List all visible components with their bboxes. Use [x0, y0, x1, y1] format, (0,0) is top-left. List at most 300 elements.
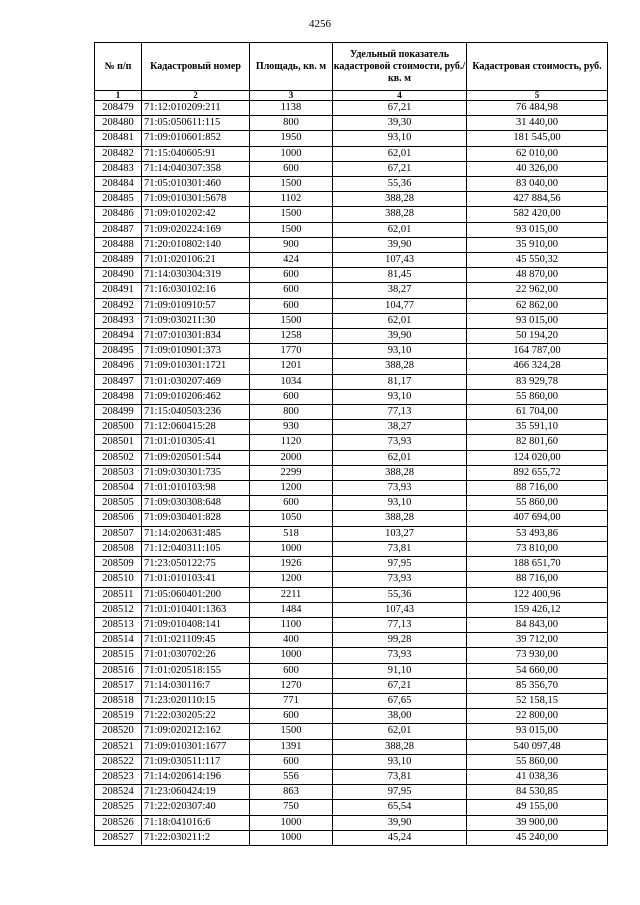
cadastral-value-cell: 22 962,00	[467, 283, 608, 298]
cadastral-number-cell: 71:09:010301:1677	[142, 739, 250, 754]
row-number-cell: 208491	[95, 283, 142, 298]
area-cell: 863	[250, 785, 333, 800]
row-number-cell: 208512	[95, 602, 142, 617]
cadastral-value-cell: 54 660,00	[467, 663, 608, 678]
table-row	[95, 481, 608, 496]
cadastral-number-cell: 71:16:030102:16	[142, 283, 250, 298]
cadastral-number-cell: 71:01:010103:41	[142, 572, 250, 587]
row-number-cell: 208503	[95, 465, 142, 480]
column-number: 5	[467, 91, 608, 101]
column-number: 3	[250, 91, 333, 101]
area-cell: 1258	[250, 329, 333, 344]
row-number-cell: 208527	[95, 830, 142, 845]
area-cell: 556	[250, 769, 333, 784]
cadastral-number-cell: 71:09:020212:162	[142, 724, 250, 739]
cadastral-value-cell: 52 158,15	[467, 693, 608, 708]
cadastral-value-cell: 892 655,72	[467, 465, 608, 480]
row-number-cell: 208480	[95, 116, 142, 131]
cadastral-value-cell: 159 426,12	[467, 602, 608, 617]
row-number-cell: 208486	[95, 207, 142, 222]
row-number-cell: 208511	[95, 587, 142, 602]
unit-rate-cell: 388,28	[333, 511, 467, 526]
cadastral-number-cell: 71:09:030401:828	[142, 511, 250, 526]
area-cell: 1100	[250, 617, 333, 632]
area-cell: 1391	[250, 739, 333, 754]
cadastral-value-cell: 93 015,00	[467, 313, 608, 328]
table-row	[95, 769, 608, 784]
cadastral-value-cell: 62 010,00	[467, 146, 608, 161]
table-row	[95, 663, 608, 678]
cadastral-value-cell: 49 155,00	[467, 800, 608, 815]
row-number-cell: 208501	[95, 435, 142, 450]
area-cell: 600	[250, 283, 333, 298]
cadastral-number-cell: 71:09:010301:5678	[142, 192, 250, 207]
area-cell: 400	[250, 633, 333, 648]
table-row	[95, 161, 608, 176]
cadastral-number-cell: 71:22:030205:22	[142, 709, 250, 724]
table-row	[95, 648, 608, 663]
cadastral-number-cell: 71:14:030116:7	[142, 678, 250, 693]
row-number-cell: 208516	[95, 663, 142, 678]
table-body	[95, 101, 608, 846]
unit-rate-cell: 73,93	[333, 648, 467, 663]
table-row	[95, 739, 608, 754]
unit-rate-cell: 97,95	[333, 785, 467, 800]
area-cell: 600	[250, 268, 333, 283]
cadastral-value-cell: 41 038,36	[467, 769, 608, 784]
unit-rate-cell: 73,93	[333, 435, 467, 450]
cadastral-value-table	[94, 42, 608, 846]
table-row	[95, 329, 608, 344]
row-number-cell: 208484	[95, 177, 142, 192]
area-cell: 771	[250, 693, 333, 708]
table-row	[95, 313, 608, 328]
cadastral-value-cell: 45 240,00	[467, 830, 608, 845]
table-row	[95, 237, 608, 252]
cadastral-number-cell: 71:05:060401:200	[142, 587, 250, 602]
unit-rate-cell: 73,81	[333, 541, 467, 556]
cadastral-value-cell: 35 591,10	[467, 420, 608, 435]
area-cell: 1926	[250, 557, 333, 572]
table-row	[95, 465, 608, 480]
cadastral-value-cell: 62 862,00	[467, 298, 608, 313]
cadastral-number-cell: 71:09:010202:42	[142, 207, 250, 222]
unit-rate-cell: 388,28	[333, 207, 467, 222]
cadastral-number-cell: 71:01:021109:45	[142, 633, 250, 648]
column-number: 4	[333, 91, 467, 101]
cadastral-number-cell: 71:01:030207:469	[142, 374, 250, 389]
cadastral-value-cell: 85 356,70	[467, 678, 608, 693]
table-row	[95, 830, 608, 845]
table-row	[95, 815, 608, 830]
cadastral-value-cell: 55 860,00	[467, 754, 608, 769]
area-cell: 600	[250, 663, 333, 678]
table-row	[95, 131, 608, 146]
table-row	[95, 724, 608, 739]
table-row	[95, 177, 608, 192]
cadastral-value-cell: 55 860,00	[467, 389, 608, 404]
unit-rate-cell: 77,13	[333, 617, 467, 632]
area-cell: 1770	[250, 344, 333, 359]
table-row	[95, 511, 608, 526]
table-row	[95, 359, 608, 374]
cadastral-value-cell: 83 040,00	[467, 177, 608, 192]
cadastral-value-cell: 73 810,00	[467, 541, 608, 556]
row-number-cell: 208500	[95, 420, 142, 435]
unit-rate-cell: 388,28	[333, 739, 467, 754]
cadastral-number-cell: 71:09:010206:462	[142, 389, 250, 404]
cadastral-number-cell: 71:23:020110:15	[142, 693, 250, 708]
area-cell: 600	[250, 754, 333, 769]
row-number-cell: 208481	[95, 131, 142, 146]
cadastral-value-cell: 83 929,78	[467, 374, 608, 389]
cadastral-number-cell: 71:15:040503:236	[142, 405, 250, 420]
cadastral-number-cell: 71:09:030308:648	[142, 496, 250, 511]
table-row	[95, 405, 608, 420]
area-cell: 600	[250, 496, 333, 511]
area-cell: 1000	[250, 146, 333, 161]
cadastral-number-cell: 71:23:050122:75	[142, 557, 250, 572]
area-cell: 518	[250, 526, 333, 541]
row-number-cell: 208504	[95, 481, 142, 496]
row-number-cell: 208495	[95, 344, 142, 359]
area-cell: 750	[250, 800, 333, 815]
row-number-cell: 208514	[95, 633, 142, 648]
cadastral-value-cell: 45 550,32	[467, 253, 608, 268]
header-area: Площадь, кв. м	[250, 43, 333, 91]
table-row	[95, 374, 608, 389]
area-cell: 2299	[250, 465, 333, 480]
row-number-cell: 208482	[95, 146, 142, 161]
unit-rate-cell: 93,10	[333, 344, 467, 359]
table-row	[95, 283, 608, 298]
cadastral-value-cell: 88 716,00	[467, 481, 608, 496]
unit-rate-cell: 93,10	[333, 496, 467, 511]
cadastral-number-cell: 71:01:030702:26	[142, 648, 250, 663]
unit-rate-cell: 77,13	[333, 405, 467, 420]
cadastral-number-cell: 71:22:030211:2	[142, 830, 250, 845]
cadastral-number-cell: 71:09:030301:735	[142, 465, 250, 480]
row-number-cell: 208497	[95, 374, 142, 389]
row-number-cell: 208519	[95, 709, 142, 724]
cadastral-number-cell: 71:15:040605:91	[142, 146, 250, 161]
cadastral-number-cell: 71:14:040307:358	[142, 161, 250, 176]
table-row	[95, 541, 608, 556]
row-number-cell: 208489	[95, 253, 142, 268]
table-row	[95, 192, 608, 207]
cadastral-value-cell: 88 716,00	[467, 572, 608, 587]
cadastral-number-cell: 71:12:060415:28	[142, 420, 250, 435]
unit-rate-cell: 38,00	[333, 709, 467, 724]
cadastral-number-cell: 71:09:030211:30	[142, 313, 250, 328]
cadastral-number-cell: 71:01:010305:41	[142, 435, 250, 450]
row-number-cell: 208524	[95, 785, 142, 800]
unit-rate-cell: 67,21	[333, 101, 467, 116]
table-row	[95, 633, 608, 648]
cadastral-value-cell: 40 326,00	[467, 161, 608, 176]
cadastral-value-cell: 53 493,86	[467, 526, 608, 541]
area-cell: 1500	[250, 177, 333, 192]
header-cadastral-number: Кадастровый номер	[142, 43, 250, 91]
row-number-cell: 208490	[95, 268, 142, 283]
unit-rate-cell: 62,01	[333, 450, 467, 465]
area-cell: 1500	[250, 222, 333, 237]
row-number-cell: 208523	[95, 769, 142, 784]
unit-rate-cell: 99,28	[333, 633, 467, 648]
unit-rate-cell: 62,01	[333, 146, 467, 161]
cadastral-number-cell: 71:18:041016:6	[142, 815, 250, 830]
unit-rate-cell: 388,28	[333, 465, 467, 480]
row-number-cell: 208499	[95, 405, 142, 420]
table-row	[95, 602, 608, 617]
cadastral-value-cell: 31 440,00	[467, 116, 608, 131]
table-row	[95, 587, 608, 602]
row-number-cell: 208526	[95, 815, 142, 830]
row-number-cell: 208485	[95, 192, 142, 207]
cadastral-number-cell: 71:14:030304:319	[142, 268, 250, 283]
cadastral-number-cell: 71:09:010910:57	[142, 298, 250, 313]
table-row	[95, 557, 608, 572]
table-row	[95, 146, 608, 161]
area-cell: 1950	[250, 131, 333, 146]
row-number-cell: 208521	[95, 739, 142, 754]
table-row	[95, 754, 608, 769]
header-unit-rate: Удельный показатель кадастровой стоимости, руб./кв. м	[333, 43, 467, 91]
unit-rate-cell: 62,01	[333, 724, 467, 739]
cadastral-number-cell: 71:01:020106:21	[142, 253, 250, 268]
unit-rate-cell: 93,10	[333, 131, 467, 146]
row-number-cell: 208508	[95, 541, 142, 556]
unit-rate-cell: 388,28	[333, 192, 467, 207]
unit-rate-cell: 73,93	[333, 572, 467, 587]
cadastral-value-cell: 39 712,00	[467, 633, 608, 648]
unit-rate-cell: 62,01	[333, 222, 467, 237]
unit-rate-cell: 55,36	[333, 177, 467, 192]
area-cell: 1000	[250, 541, 333, 556]
table-row	[95, 298, 608, 313]
cadastral-number-cell: 71:05:050611:115	[142, 116, 250, 131]
cadastral-value-cell: 466 324,28	[467, 359, 608, 374]
header-row-number: № п/п	[95, 43, 142, 91]
unit-rate-cell: 104,77	[333, 298, 467, 313]
column-number-row	[95, 91, 608, 101]
unit-rate-cell: 93,10	[333, 754, 467, 769]
unit-rate-cell: 67,21	[333, 161, 467, 176]
row-number-cell: 208488	[95, 237, 142, 252]
cadastral-value-cell: 540 097,48	[467, 739, 608, 754]
area-cell: 1000	[250, 815, 333, 830]
table-row	[95, 420, 608, 435]
unit-rate-cell: 39,30	[333, 116, 467, 131]
unit-rate-cell: 73,81	[333, 769, 467, 784]
area-cell: 2211	[250, 587, 333, 602]
cadastral-number-cell: 71:01:010103:98	[142, 481, 250, 496]
area-cell: 600	[250, 161, 333, 176]
table-row	[95, 709, 608, 724]
table-row	[95, 617, 608, 632]
row-number-cell: 208498	[95, 389, 142, 404]
area-cell: 2000	[250, 450, 333, 465]
unit-rate-cell: 67,65	[333, 693, 467, 708]
area-cell: 1201	[250, 359, 333, 374]
row-number-cell: 208522	[95, 754, 142, 769]
cadastral-value-cell: 188 651,70	[467, 557, 608, 572]
cadastral-value-cell: 124 020,00	[467, 450, 608, 465]
header-cadastral-value: Кадастровая стоимость, руб.	[467, 43, 608, 91]
table-row	[95, 268, 608, 283]
table-row	[95, 800, 608, 815]
cadastral-number-cell: 71:09:010601:852	[142, 131, 250, 146]
row-number-cell: 208509	[95, 557, 142, 572]
unit-rate-cell: 62,01	[333, 313, 467, 328]
area-cell: 424	[250, 253, 333, 268]
cadastral-number-cell: 71:05:010301:460	[142, 177, 250, 192]
row-number-cell: 208502	[95, 450, 142, 465]
row-number-cell: 208513	[95, 617, 142, 632]
column-number: 2	[142, 91, 250, 101]
table-row	[95, 693, 608, 708]
unit-rate-cell: 107,43	[333, 253, 467, 268]
cadastral-value-cell: 84 530,85	[467, 785, 608, 800]
cadastral-number-cell: 71:14:020631:485	[142, 526, 250, 541]
area-cell: 1120	[250, 435, 333, 450]
area-cell: 1000	[250, 648, 333, 663]
cadastral-number-cell: 71:01:010401:1363	[142, 602, 250, 617]
table-row	[95, 496, 608, 511]
row-number-cell: 208496	[95, 359, 142, 374]
table-row	[95, 253, 608, 268]
area-cell: 600	[250, 298, 333, 313]
cadastral-number-cell: 71:14:020614:196	[142, 769, 250, 784]
unit-rate-cell: 73,93	[333, 481, 467, 496]
unit-rate-cell: 103,27	[333, 526, 467, 541]
cadastral-value-cell: 82 801,60	[467, 435, 608, 450]
cadastral-value-cell: 181 545,00	[467, 131, 608, 146]
table-row	[95, 222, 608, 237]
area-cell: 1138	[250, 101, 333, 116]
cadastral-value-cell: 50 194,20	[467, 329, 608, 344]
area-cell: 1270	[250, 678, 333, 693]
row-number-cell: 208507	[95, 526, 142, 541]
row-number-cell: 208492	[95, 298, 142, 313]
row-number-cell: 208479	[95, 101, 142, 116]
area-cell: 1200	[250, 481, 333, 496]
cadastral-number-cell: 71:09:010408:141	[142, 617, 250, 632]
cadastral-number-cell: 71:12:010209:211	[142, 101, 250, 116]
unit-rate-cell: 45,24	[333, 830, 467, 845]
cadastral-value-cell: 55 860,00	[467, 496, 608, 511]
cadastral-value-cell: 93 015,00	[467, 724, 608, 739]
row-number-cell: 208483	[95, 161, 142, 176]
unit-rate-cell: 38,27	[333, 283, 467, 298]
area-cell: 930	[250, 420, 333, 435]
table-header-row	[95, 43, 608, 91]
table-row	[95, 572, 608, 587]
unit-rate-cell: 97,95	[333, 557, 467, 572]
cadastral-value-cell: 164 787,00	[467, 344, 608, 359]
table-row	[95, 450, 608, 465]
area-cell: 1500	[250, 724, 333, 739]
row-number-cell: 208505	[95, 496, 142, 511]
row-number-cell: 208515	[95, 648, 142, 663]
cadastral-number-cell: 71:09:020224:169	[142, 222, 250, 237]
column-number: 1	[95, 91, 142, 101]
row-number-cell: 208506	[95, 511, 142, 526]
unit-rate-cell: 81,17	[333, 374, 467, 389]
cadastral-number-cell: 71:20:010802:140	[142, 237, 250, 252]
row-number-cell: 208520	[95, 724, 142, 739]
cadastral-number-cell: 71:22:020307:40	[142, 800, 250, 815]
area-cell: 800	[250, 405, 333, 420]
cadastral-value-cell: 48 870,00	[467, 268, 608, 283]
area-cell: 900	[250, 237, 333, 252]
table-row	[95, 678, 608, 693]
cadastral-value-cell: 39 900,00	[467, 815, 608, 830]
unit-rate-cell: 91,10	[333, 663, 467, 678]
unit-rate-cell: 107,43	[333, 602, 467, 617]
cadastral-value-cell: 427 884,56	[467, 192, 608, 207]
area-cell: 1000	[250, 830, 333, 845]
unit-rate-cell: 38,27	[333, 420, 467, 435]
row-number-cell: 208518	[95, 693, 142, 708]
cadastral-value-cell: 582 420,00	[467, 207, 608, 222]
unit-rate-cell: 81,45	[333, 268, 467, 283]
table-row	[95, 435, 608, 450]
area-cell: 1500	[250, 207, 333, 222]
area-cell: 1102	[250, 192, 333, 207]
area-cell: 1200	[250, 572, 333, 587]
row-number-cell: 208510	[95, 572, 142, 587]
cadastral-value-cell: 76 484,98	[467, 101, 608, 116]
area-cell: 600	[250, 389, 333, 404]
unit-rate-cell: 39,90	[333, 329, 467, 344]
cadastral-value-cell: 22 800,00	[467, 709, 608, 724]
area-cell: 1050	[250, 511, 333, 526]
unit-rate-cell: 55,36	[333, 587, 467, 602]
cadastral-number-cell: 71:09:020501:544	[142, 450, 250, 465]
unit-rate-cell: 65,54	[333, 800, 467, 815]
table-row	[95, 526, 608, 541]
area-cell: 1484	[250, 602, 333, 617]
cadastral-number-cell: 71:09:010301:1721	[142, 359, 250, 374]
cadastral-number-cell: 71:12:040311:105	[142, 541, 250, 556]
area-cell: 1034	[250, 374, 333, 389]
area-cell: 600	[250, 709, 333, 724]
unit-rate-cell: 39,90	[333, 237, 467, 252]
table-row	[95, 116, 608, 131]
cadastral-value-cell: 93 015,00	[467, 222, 608, 237]
cadastral-value-cell: 73 930,00	[467, 648, 608, 663]
unit-rate-cell: 388,28	[333, 359, 467, 374]
cadastral-value-cell: 61 704,00	[467, 405, 608, 420]
cadastral-number-cell: 71:07:010301:834	[142, 329, 250, 344]
cadastral-number-cell: 71:23:060424:19	[142, 785, 250, 800]
area-cell: 800	[250, 116, 333, 131]
row-number-cell: 208525	[95, 800, 142, 815]
cadastral-value-cell: 35 910,00	[467, 237, 608, 252]
unit-rate-cell: 93,10	[333, 389, 467, 404]
row-number-cell: 208517	[95, 678, 142, 693]
table-row	[95, 389, 608, 404]
table-row	[95, 101, 608, 116]
cadastral-value-cell: 122 400,96	[467, 587, 608, 602]
cadastral-value-cell: 407 694,00	[467, 511, 608, 526]
cadastral-number-cell: 71:09:030511:117	[142, 754, 250, 769]
table-row	[95, 785, 608, 800]
row-number-cell: 208493	[95, 313, 142, 328]
cadastral-number-cell: 71:01:020518:155	[142, 663, 250, 678]
unit-rate-cell: 67,21	[333, 678, 467, 693]
